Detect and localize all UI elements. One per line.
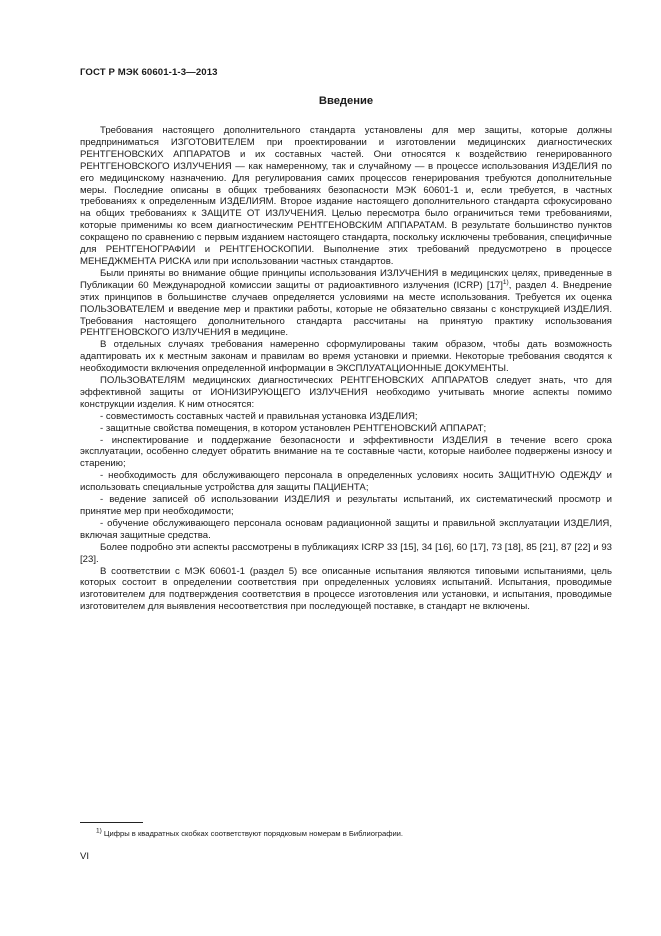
footnote-text: Цифры в квадратных скобках соответствуют порядковым номерам в Библиографии.	[103, 829, 404, 838]
paragraph-icrp-continuation: , раздел 4. Внедрение этих принципов в большинстве случаев определяется условиями на месте использования. Требуется их оценка ПОЛЬЗОВАТЕЛЕМ и введение мер и практики работы, которые не обязательно связаны с конструкцией ИЗДЕЛИЯ. Требования настоящего дополнительного стандарта рассчитаны на принятую практику использования РЕНТГЕНОВСКОГО ИЗЛУЧЕНИЯ в медицине.	[80, 279, 612, 339]
footnote-reference: 1)	[502, 278, 509, 286]
paragraph-icrp-principles	[80, 268, 612, 339]
list-item: - защитные свойства помещения, в котором установлен РЕНТГЕНОВСКИЙ АППАРАТ;	[100, 422, 487, 434]
document-body	[80, 125, 612, 613]
footnote-divider	[80, 822, 143, 823]
footnote	[80, 829, 612, 838]
document-header: ГОСТ Р МЭК 60601-1-3—2013	[80, 67, 218, 78]
footnote-marker: 1)	[96, 827, 102, 835]
paragraph-intro: Требования настоящего дополнительного стандарта установлены для мер защиты, которые должны предприниматься ИЗГОТОВИТЕЛЕМ при проектировании и изготовлении медицинских диагностических РЕНТГЕНОВСКИХ АППАРАТОВ и их составных частей. Они относятся к воздействию генерированного РЕНТГЕНОВСКОГО ИЗЛУЧЕНИЯ — как намеренному, так и случайному — в процессе использования ИЗДЕЛИЯ по его медицинскому назначению. Для регулирования самих процессов генерирования требуются дополнительные меры. Последние описаны в общих требованиях безопасности МЭК 60601-1 и, если требуется, в частных требованиях к определенным ИЗДЕЛИЯМ. Второе издание настоящего дополнительного стандарта сфокусировано на общих требованиях к ЗАЩИТЕ ОТ ИЗЛУЧЕНИЯ. Целью пересмотра было ограничиться теми требованиями, которые применимы ко всем диагностическим РЕНТГЕНОВСКИМ АППАРАТАМ. В результате большинство пунктов сокращено по сравнению с первым изданием настоящего стандарта, поскольку исключены требования, специфичные для РЕНТГЕНОГРАФИИ и РЕНТГЕНОСКОПИИ. Выполнение этих требований предусмотрено в процессе МЕНЕДЖМЕНТА РИСКА или при использовании частных стандартов.	[80, 125, 612, 267]
list-item: - ведение записей об использовании ИЗДЕЛИЯ и результаты испытаний, их систематический просмотр и принятие мер при необходимости;	[80, 494, 612, 517]
paragraph-adaptation: В отдельных случаях требования намеренно сформулированы таким образом, чтобы дать возможность адаптировать их к местным законам и правилам во время установки и приемки. Некоторые требования сводятся к необходимости включения определенной информации в ЭКСПЛУАТАЦИОННЫЕ ДОКУМЕНТЫ.	[80, 339, 612, 375]
paragraph-icrp-text: Были приняты во внимание общие принципы использования ИЗЛУЧЕНИЯ в медицинских целях, приведенные в Публикации 60 Международной комиссии защиты от радиоактивного излучения (ICRP) [17]	[80, 267, 612, 291]
list-item: - обучение обслуживающего персонала основам радиационной защиты и правильной эксплуатации ИЗДЕЛИЯ, включая защитные средства.	[80, 517, 612, 541]
list-item: - инспектирование и поддержание безопасности и эффективности ИЗДЕЛИЯ в течение всего срока эксплуатации, особенно следует обратить внимание на те составные части, которые наиболее подвержены износу и старению;	[80, 434, 612, 470]
page-number: VI	[80, 851, 90, 862]
section-title: Введение	[318, 95, 374, 107]
list-item: - необходимость для обслуживающего персонала в определенных условиях носить ЗАЩИТНУЮ ОДЕЖДУ и использовать специальные устройства для защиты ПАЦИЕНТА;	[80, 470, 612, 494]
paragraph-tests: В соответствии с МЭК 60601-1 (раздел 5) все описанные испытания являются типовыми испытаниями, цель которых состоит в определении соответствия при определенных условиях испытаний. Испытания, проводимые изготовителем для подтверждения соответствия в процессе изготовления или установки, и испытания, проводимые изготовителем для выявления несоответствия при последующей поставке, в стандарт не включены.	[80, 565, 612, 613]
paragraph-icrp-publications: Более подробно эти аспекты рассмотрены в публикациях ICRP 33 [15], 34 [16], 60 [17], 73 [18], 85 [21], 87 [22] и 93 [23].	[80, 541, 612, 565]
list-item: - совместимость составных частей и правильная установка ИЗДЕЛИЯ;	[100, 410, 418, 422]
paragraph-users: ПОЛЬЗОВАТЕЛЯМ медицинских диагностических РЕНТГЕНОВСКИХ АППАРАТОВ следует знать, что для эффективной защиты от ИОНИЗИРУЮЩЕГО ИЗЛУЧЕНИЯ необходимо учитывать многие аспекты помимо конструкции изделия. К ним относятся:	[80, 375, 612, 410]
